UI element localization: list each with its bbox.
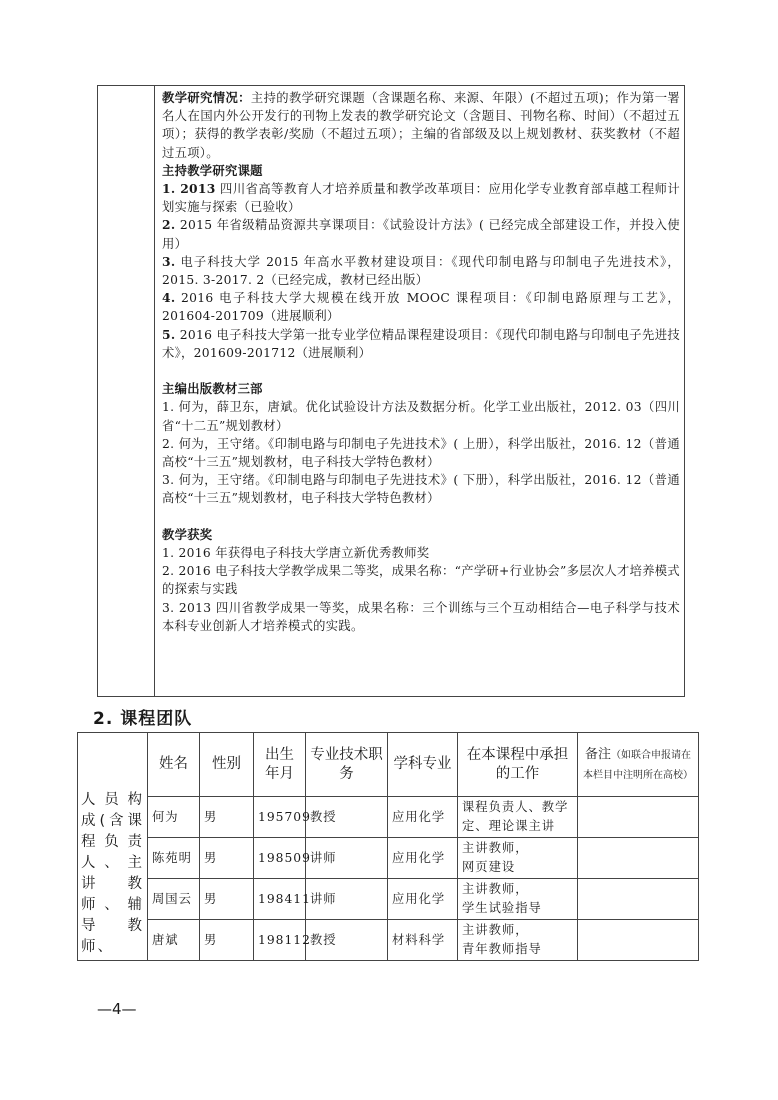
project-text: 2016 电子科技大学大规模在线开放 MOOC 课程项目：《印制电路原理与工艺》，201604-201709（进展顺利） xyxy=(162,291,680,324)
work-line: 定、理论课主讲 xyxy=(462,819,556,833)
member-major: 应用化学 xyxy=(388,797,458,838)
member-birth: 195709 xyxy=(254,797,306,838)
project-item xyxy=(162,289,680,325)
member-gender: 男 xyxy=(200,838,254,879)
project-item xyxy=(162,180,680,216)
member-remark xyxy=(578,920,699,961)
award-item: 3. 2013 四川省教学成果一等奖，成果名称：三个训练与三个互动相结合—电子科学与技术本科专业创新人才培养模式的实践。 xyxy=(162,600,680,633)
project-number: 4. xyxy=(162,290,176,306)
header-gender: 性别 xyxy=(200,733,254,797)
project-number: 5. xyxy=(162,326,176,342)
page-number: —4— xyxy=(97,1000,137,1018)
work-line: 课程负责人、教学 xyxy=(462,800,569,814)
textbook-item: 3. 何为，王守绪。《印制电路与印制电子先进技术》( 下册），科学出版社，2016. 12（普通高校“十三五”规划教材，电子科技大学特色教材） xyxy=(162,473,680,506)
project-text: 2015 年省级精品资源共享课项目：《试验设计方法》( 已经完成全部建设工作，并投入使用） xyxy=(162,218,680,251)
member-title: 讲师 xyxy=(306,838,388,879)
member-title: 教授 xyxy=(306,920,388,961)
work-line: 主讲教师， xyxy=(462,882,529,896)
research-intro-label: 教学研究情况： xyxy=(162,90,251,105)
member-work xyxy=(458,879,578,920)
member-birth: 198411 xyxy=(254,879,306,920)
work-line: 网页建设 xyxy=(462,860,516,874)
member-work xyxy=(458,920,578,961)
member-title: 讲师 xyxy=(306,879,388,920)
project-number: 3. xyxy=(162,253,176,269)
awards-heading: 教学获奖 xyxy=(162,526,213,542)
textbook-item: 1. 何为，薛卫东，唐斌。优化试验设计方法及数据分析。化学工业出版社，2012. 03（四川省“十二五”规划教材） xyxy=(162,400,680,433)
header-birth: 出生年月 xyxy=(254,733,306,797)
textbook-item: 2. 何为，王守绪。《印制电路与印制电子先进技术》( 上册），科学出版社，2016. 12（普通高校“十三五”规划教材，电子科技大学特色教材） xyxy=(162,436,680,470)
project-number: 1. 2013 xyxy=(162,181,216,197)
header-major: 学科专业 xyxy=(388,733,458,797)
table-header-row xyxy=(78,733,699,797)
row-label-personnel: 人员构成(含课程负责人、主讲教师、辅导教师、 xyxy=(78,733,148,961)
member-major: 应用化学 xyxy=(388,879,458,920)
member-work xyxy=(458,797,578,838)
member-name: 陈苑明 xyxy=(148,838,200,879)
project-number: 2. xyxy=(162,217,176,233)
member-name: 周国云 xyxy=(148,879,200,920)
table-row xyxy=(78,920,699,961)
work-line: 学生试验指导 xyxy=(462,901,542,915)
table-row xyxy=(78,879,699,920)
member-title: 教授 xyxy=(306,797,388,838)
member-name: 何为 xyxy=(148,797,200,838)
project-item xyxy=(162,253,680,289)
research-intro-text: 主持的教学研究课题（含课题名称、来源、年限）(不超过五项)；作为第一署名人在国内外公开发行的刊物上发表的教学研究论文（含题目、刊物名称、时间）（不超过五项）；获得的教学表彰/奖励（不超过五项）；主编的省部级及以上规划教材、获奖教材（不超过五项）。 xyxy=(162,91,680,160)
header-title: 专业技术职务 xyxy=(306,733,388,797)
research-intro xyxy=(162,89,680,162)
member-birth: 198112 xyxy=(254,920,306,961)
table-row xyxy=(78,797,699,838)
member-gender: 男 xyxy=(200,920,254,961)
member-remark xyxy=(578,879,699,920)
project-item xyxy=(162,216,680,252)
work-line: 主讲教师， xyxy=(462,841,529,855)
award-item: 1. 2016 年获得电子科技大学唐立新优秀教师奖 xyxy=(162,546,430,561)
work-line: 主讲教师， xyxy=(462,923,529,937)
teaching-research-content xyxy=(162,89,680,635)
course-team-table xyxy=(77,732,699,961)
section-title: 2. 课程团队 xyxy=(93,709,193,729)
member-remark xyxy=(578,797,699,838)
member-remark xyxy=(578,838,699,879)
member-work xyxy=(458,838,578,879)
award-item: 2. 2016 电子科技大学教学成果二等奖，成果名称：“产学研+行业协会”多层次人才培养模式的探索与实践 xyxy=(162,564,680,597)
member-birth: 198509 xyxy=(254,838,306,879)
member-major: 应用化学 xyxy=(388,838,458,879)
member-gender: 男 xyxy=(200,879,254,920)
projects-heading: 主持教学研究课题 xyxy=(162,162,263,178)
header-remark xyxy=(578,733,699,797)
project-text: 电子科技大学 2015 年高水平教材建设项目：《现代印制电路与印制电子先进技术》，2015. 3-2017. 2（已经完成，教材已经出版） xyxy=(162,254,680,288)
table-row xyxy=(78,838,699,879)
project-text: 四川省高等教育人才培养质量和教学改革项目：应用化学专业教育部卓越工程师计划实施与探索（已验收） xyxy=(162,182,680,215)
member-gender: 男 xyxy=(200,797,254,838)
member-name: 唐斌 xyxy=(148,920,200,961)
teaching-research-table xyxy=(97,85,685,697)
header-name: 姓名 xyxy=(148,733,200,797)
project-item xyxy=(162,326,680,362)
project-text: 2016 电子科技大学第一批专业学位精品课程建设项目：《现代印制电路与印制电子先进技术》，201609-201712（进展顺利） xyxy=(162,327,680,360)
header-work: 在本课程中承担的工作 xyxy=(458,733,578,797)
column-divider xyxy=(154,86,155,696)
remark-main: 备注 xyxy=(584,746,611,762)
remark-note: （如联合申报请在本栏目中注明所在高校） xyxy=(583,749,693,781)
member-major: 材料科学 xyxy=(388,920,458,961)
textbooks-heading: 主编出版教材三部 xyxy=(162,381,263,397)
work-line: 青年教师指导 xyxy=(462,942,542,956)
